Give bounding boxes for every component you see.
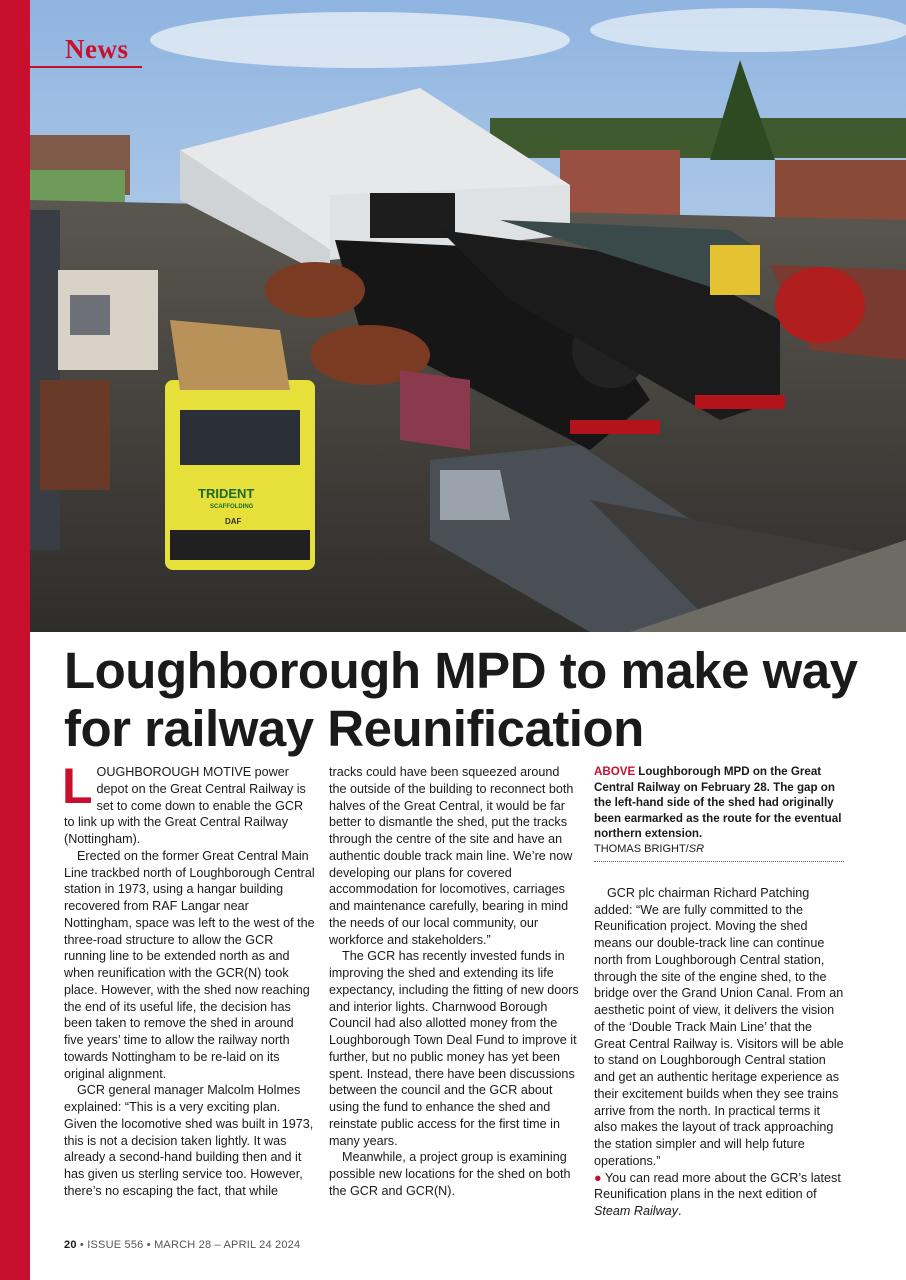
closing-title: Steam Railway [594, 1204, 678, 1219]
closing-text: You can read more about the GCR’s latest Reunification plans in the next edition of [594, 1170, 841, 1202]
page-footer [64, 1239, 300, 1251]
column-3 [594, 764, 844, 1220]
lead-photo [30, 0, 906, 632]
drop-cap: L [62, 758, 93, 814]
caption-tag: ABOVE [594, 765, 636, 778]
truck-brand-sub-text: SCAFFOLDING [210, 504, 254, 510]
truck-brand-text: TRIDENT [198, 486, 255, 501]
section-rule [30, 66, 142, 68]
issue-dates: MARCH 28 – APRIL 24 2024 [154, 1239, 301, 1251]
body-paragraph: tracks could have been squeezed around the outside of the building to reconnect both halves of the Great Central, it would be far better to dismantle the shed, put the tracks through the centre of the site and have an authentic double track main line. We’re now developing our plans for covered accommodation for locomotives, carriages and maintenance carefully, bearing in mind the needs of our local community, our workforce and stakeholders.” [329, 765, 574, 947]
photo-credit [594, 842, 844, 857]
truck-make-text: DAF [225, 517, 242, 526]
bullet-icon: ● [594, 1170, 602, 1185]
footer-separator: • [146, 1239, 151, 1251]
section-label: News [65, 34, 129, 64]
red-edge-bar [0, 0, 30, 1280]
footer-separator: • [79, 1239, 84, 1251]
caption-divider [594, 861, 844, 862]
credit-name: THOMAS BRIGHT/ [594, 842, 689, 855]
column-1 [62, 758, 316, 1200]
body-paragraph: GCR general manager Malcolm Holmes explained: “This is a very exciting plan. Given the locomotive shed was built in 1973, this is not a decision taken lightly. It was already a second-hand building then and it has given us sterling service too. However, there’s no escaping the fact, that while [64, 1083, 314, 1198]
lead-text: OUGHBOROUGH MOTIVE power depot on the Great Central Railway is set to come down to enable the GCR to link up with the Great Central Railway (Nottingham). [64, 765, 306, 846]
body-paragraph: Meanwhile, a project group is examining possible new locations for the shed on both the GCR and GCR(N). [329, 1150, 571, 1198]
caption-text: Loughborough MPD on the Great Central Railway on February 28. The gap on the left-hand side of the shed had originally been earmarked as the route for the eventual northern extension. [594, 765, 842, 841]
body-paragraph: Erected on the former Great Central Main Line trackbed north of Loughborough Central station in 1973, using a hangar building recovered from RAF Langar near Nottingham, space was left to the west of the three-road structure to allow the GCR running line to be extended north as and when reunification with the GCR(N) took place. However, with the shed now reaching the end of its useful life, the decision has been taken to remove the shed in around five years’ time to allow the railway north towards Nottingham to be re-laid on its original alignment. [64, 848, 315, 1081]
closing-paragraph [594, 1170, 844, 1220]
page-number: 20 [64, 1239, 77, 1251]
photo-caption [594, 764, 844, 857]
credit-agency: SR [688, 842, 705, 855]
issue-number: ISSUE 556 [87, 1239, 144, 1251]
body-paragraph: GCR plc chairman Richard Patching added: “We are fully committed to the Reunification project. Moving the shed means our double-track line can continue north from Loughborough Central station, through the site of the engine shed, to the bridge over the Grand Union Canal. From an aesthetic point of view, it delivers the vision of the ‘Double Track Main Line’ that the Great Central Railway is. Visitors will be able to stand on Loughborough Central station and get an authentic heritage experience as their excitement builds when they see trains arrive from the north. In practical terms it also makes the layout of track approaching the station simpler and will help future operations.” [594, 885, 844, 1168]
closing-end: . [678, 1204, 682, 1219]
body-paragraph: The GCR has recently invested funds in improving the shed and extending its life expectancy, including the fitting of new doors and interior lights. Charnwood Borough Council had also allotted money from the Loughborough Town Deal Fund to improve it further, but no public money has yet been spent. Instead, there have been discussions between the council and the GCR about using the fund to enhance the shed and reinstate public access for the first time in many years. [329, 949, 579, 1148]
lead-paragraph [62, 758, 316, 848]
headline: Loughborough MPD to make way for railway Reunification [64, 642, 858, 757]
column-2 [329, 764, 579, 1200]
